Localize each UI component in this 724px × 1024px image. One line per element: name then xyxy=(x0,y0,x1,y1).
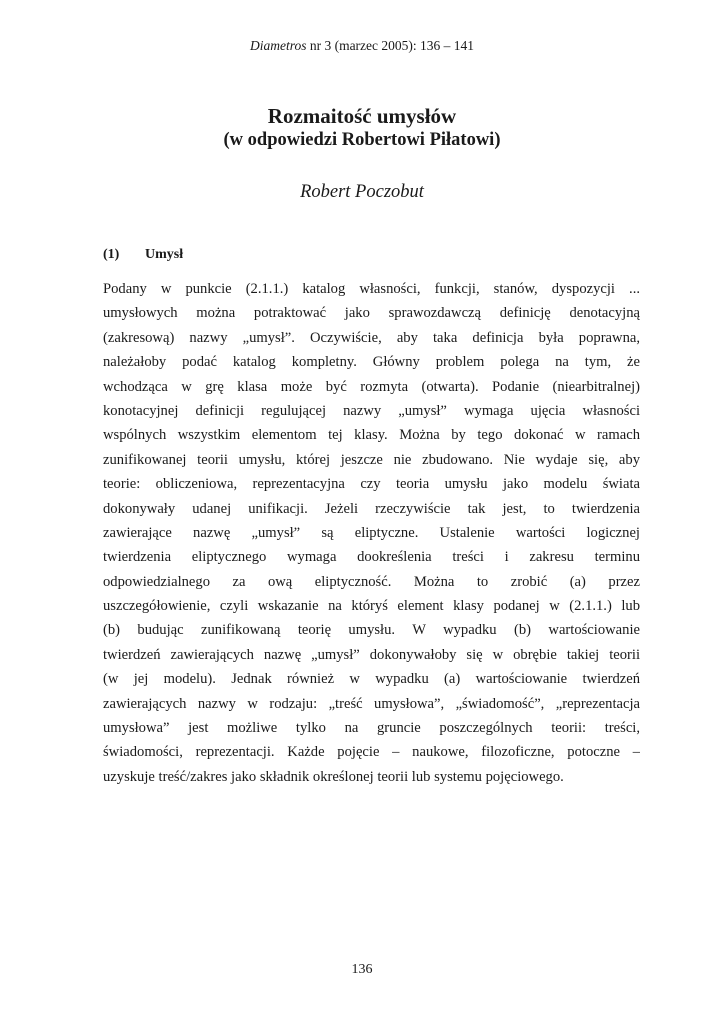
paragraph-line: należałoby podać katalog kompletny. Główny problem polega na tym, że xyxy=(103,354,640,371)
paragraph-line: Podany w punkcie (2.1.1.) katalog własności, funkcji, stanów, dyspozycji ... xyxy=(103,281,640,297)
body-paragraph xyxy=(103,277,640,789)
paragraph-line: wspólnych wszystkim elementom tej klasy. Można by tego dokonać w ramach xyxy=(103,427,640,444)
paragraph-line: zunifikowanej teorii umysłu, której jeszcze nie zbudowano. Nie wydaje się, aby xyxy=(103,451,640,468)
paragraph-line: zawierające nazwę „umysł” są eliptyczne. Ustalenie wartości logicznej xyxy=(103,524,640,541)
paragraph-line: twierdzeń zawierających nazwę „umysł” dokonywałoby się w obrębie takiej teorii xyxy=(103,646,640,663)
article-subtitle: (w odpowiedzi Robertowi Piłatowi) xyxy=(223,130,501,150)
paragraph-line: twierdzenia eliptycznego wymaga dookreślenia treści i zakresu terminu xyxy=(103,549,640,566)
paragraph-line: konotacyjnej definicji regulującej nazwy „umysł” wymaga ujęcia własności xyxy=(103,402,640,419)
journal-header xyxy=(0,38,724,54)
paragraph-line: umysłowych można potraktować jako sprawozdawczą definicję denotacyjną xyxy=(103,305,640,322)
paragraph-line: wchodząca w grę klasa może być rozmyta (otwarta). Podanie (niearbitralnej) xyxy=(103,378,640,395)
paragraph-line: uzyskuje treść/zakres jako składnik określonej teorii lub systemu pojęciowego. xyxy=(103,768,564,785)
journal-name: Diametros xyxy=(249,38,307,53)
paragraph-line: teorie: obliczeniowa, reprezentacyjna czy teoria umysłu jako modelu świata xyxy=(103,476,640,493)
paragraph-line: (zakresową) nazwy „umysł”. Oczywiście, aby taka definicja była poprawna, xyxy=(103,329,640,346)
section-heading xyxy=(103,245,183,265)
journal-issue: nr 3 (marzec 2005): 136 – 141 xyxy=(309,38,475,53)
paragraph-line: zawierających nazwy w rodzaju: „treść umysłowa”, „świadomość”, „reprezentacja xyxy=(103,695,640,712)
section-number: (1) xyxy=(103,247,120,262)
paragraph-line: umysłowa” jest możliwe tylko na gruncie poszczególnych teorii: treści, xyxy=(103,720,640,737)
paragraph-line: dokonywały udanej unifikacji. Jeżeli rzeczywiście tak jest, to twierdzenia xyxy=(103,500,640,517)
paragraph-line: uszczegółowienie, czyli wskazanie na któryś element klasy podanej w (2.1.1.) lub xyxy=(103,598,640,615)
author-name: Robert Poczobut xyxy=(300,182,424,202)
article-title: Rozmaitość umysłów xyxy=(267,104,457,128)
paragraph-line: świadomości, reprezentacji. Każde pojęcie – naukowe, filozoficzne, potoczne – xyxy=(103,744,640,761)
paragraph-line: (w jej modelu). Jednak również w wypadku (a) wartościowanie twierdzeń xyxy=(103,671,640,688)
paragraph-line: (b) budując zunifikowaną teorię umysłu. W wypadku (b) wartościowanie xyxy=(103,622,640,639)
section-title: Umysł xyxy=(145,247,184,262)
paragraph-line: odpowiedzialnego za ową eliptyczność. Można to zrobić (a) przez xyxy=(103,573,640,590)
page-number: 136 xyxy=(351,962,373,977)
